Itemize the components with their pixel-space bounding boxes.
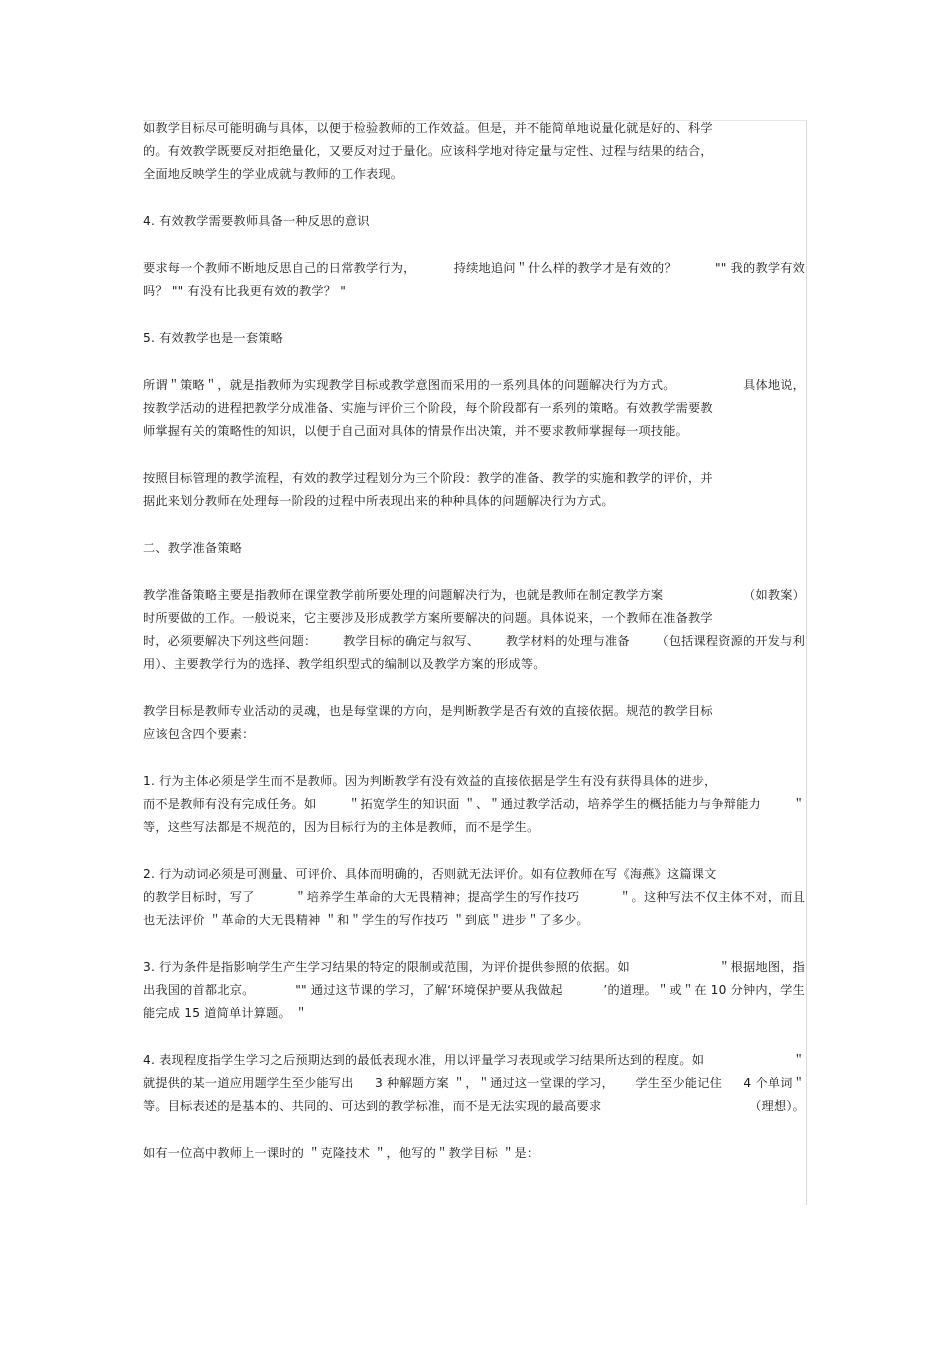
text-line <box>143 956 805 979</box>
text-line: 吗？ "" 有没有比我更有效的教学？ " <box>143 284 347 298</box>
text-segment: ＂ <box>792 1053 805 1067</box>
text-line: 5. 有效教学也是一套策略 <box>143 331 283 345</box>
text-segment: 等。目标表述的是基本的、共同的、可达到的教学标准，而不是无法实现的最高要求 <box>143 1099 602 1113</box>
text-line <box>143 257 805 280</box>
text-line <box>143 1095 805 1118</box>
paragraph-spacer <box>143 1165 805 1189</box>
text-segment: 的教学目标时，写了 <box>143 890 255 904</box>
text-segment: ＂。这种写法不仅主体不对，而且 <box>619 890 805 904</box>
paragraph <box>143 327 805 350</box>
paragraph-spacer <box>143 932 805 956</box>
paragraph-spacer <box>143 443 805 467</box>
text-segment: 而不是教师有没有完成任务。如 <box>143 797 317 811</box>
text-line <box>143 584 805 607</box>
text-segment: 教学准备策略主要是指教师在课堂教学前所要处理的问题解决行为，也就是教师在制定教学方案 <box>143 588 664 602</box>
text-segment: 就提供的某一道应用题学生至少能写出 <box>143 1076 354 1090</box>
paragraph <box>143 374 805 443</box>
text-segment: ＂拓宽学生的知识面 ＂、＂通过教学活动，培养学生的概括能力与争辩能力 <box>348 797 761 811</box>
text-segment: 4 个单词＂ <box>743 1076 805 1090</box>
text-line: 1. 行为主体必须是学生而不是教师。因为判断教学有没有效益的直接依据是学生有没有获得具体的进步， <box>143 774 717 788</box>
paragraph-spacer <box>143 303 805 327</box>
text-segment: （理想）。 <box>749 1099 805 1113</box>
text-line: 4. 有效教学需要教师具备一种反思的意识 <box>143 214 370 228</box>
text-line <box>143 374 805 397</box>
paragraph <box>143 1142 805 1165</box>
paragraph <box>143 956 805 1025</box>
text-line <box>143 793 805 816</box>
paragraph-spacer <box>143 676 805 700</box>
paragraph-spacer <box>143 746 805 770</box>
text-segment: 持续地追问＂什么样的教学才是有效的？ <box>453 261 677 275</box>
text-segment: ＂ <box>792 797 805 811</box>
text-line <box>143 1049 805 1072</box>
text-line: 按照目标管理的教学流程，有效的教学过程划分为三个阶段：教学的准备、教学的实施和教学的评价，并 <box>143 471 713 485</box>
text-line: 如有一位高中教师上一课时的 ＂克隆技术 ＂，他写的＂教学目标 ＂是： <box>143 1146 540 1160</box>
text-segment: 3 种解题方案 ＂，＂通过这一堂课的学习， <box>374 1076 615 1090</box>
text-segment: 4. 表现程度指学生学习之后预期达到的最低表现水准，用以评量学习表现或学习结果所达到的程度。如 <box>143 1053 705 1067</box>
text-line: 师掌握有关的策略性的知识，以便于自己面对具体的情景作出决策，并不要求教师掌握每一项技能。 <box>143 424 689 438</box>
paragraph-spacer <box>143 186 805 210</box>
text-segment: 教学目标的确定与叙写、 <box>343 634 480 648</box>
paragraph <box>143 1049 805 1118</box>
text-segment: 具体地说， <box>743 378 805 392</box>
text-segment: （包括课程资源的开发与利 <box>656 634 805 648</box>
text-line: 的。有效教学既要反对拒绝量化，又要反对过于量化。应该科学地对待定量与定性、过程与结果的结合， <box>143 144 713 158</box>
text-segment: 时，必须要解决下列这些问题： <box>143 634 317 648</box>
paragraph-spacer <box>143 560 805 584</box>
text-line: 据此来划分教师在处理每一阶段的过程中所表现出来的种种具体的问题解决行为方式。 <box>143 494 614 508</box>
document-body <box>143 117 805 1189</box>
text-line: 按教学活动的进程把教学分成准备、实施与评价三个阶段，每个阶段都有一系列的策略。有效教学需要教 <box>143 401 713 415</box>
text-segment: 学生至少能记住 <box>635 1076 723 1090</box>
text-segment: 3. 行为条件是指影响学生产生学习结果的特定的限制或范围，为评价提供参照的依据。如 <box>143 960 630 974</box>
text-line: 2. 行为动词必须是可测量、可评价、具体而明确的，否则就无法评价。如有位教师在写《海燕》这篇课文 <box>143 867 717 881</box>
paragraph <box>143 537 805 560</box>
paragraph <box>143 117 805 186</box>
text-line: 如教学目标尽可能明确与具体，以便于检验教师的工作效益。但是，并不能简单地说量化就是好的、科学 <box>143 121 713 135</box>
paragraph-spacer <box>143 233 805 257</box>
paragraph <box>143 770 805 839</box>
text-segment: 出我国的首都北京。 <box>143 983 255 997</box>
text-segment: 要求每一个教师不断地反思自己的日常教学行为， <box>143 261 416 275</box>
text-segment: "" 通过这节课的学习，了解‘环境保护要从我做起 <box>295 983 563 997</box>
text-segment: （如教案） <box>743 588 805 602</box>
text-line: 全面地反映学生的学业成就与教师的工作表现。 <box>143 167 404 181</box>
text-line: 也无法评价 ＂革命的大无畏精神 ＂和＂学生的写作技巧 ＂到底＂进步＂了多少。 <box>143 913 589 927</box>
text-segment: ’的道理。＂或＂在 10 分钟内，学生 <box>603 983 805 997</box>
paragraph-spacer <box>143 839 805 863</box>
text-segment: 教学材料的处理与准备 <box>505 634 630 648</box>
text-line: 教学目标是教师专业活动的灵魂，也是每堂课的方向，是判断教学是否有效的直接依据。规范的教学目标 <box>143 704 713 718</box>
text-segment: 所谓＂策略＂，就是指教师为实现教学目标或教学意图而采用的一系列具体的问题解决行为方式。 <box>143 378 676 392</box>
text-line <box>143 1072 805 1095</box>
text-segment: "" 我的教学有效 <box>714 261 805 275</box>
text-line: 用）、主要教学行为的选择、教学组织型式的编制以及教学方案的形成等。 <box>143 657 546 671</box>
text-line: 应该包含四个要素： <box>143 727 255 741</box>
text-line <box>143 886 805 909</box>
paragraph-spacer <box>143 513 805 537</box>
paragraph <box>143 210 805 233</box>
text-line: 等，这些写法都是不规范的，因为目标行为的主体是教师，而不是学生。 <box>143 820 540 834</box>
paragraph <box>143 700 805 746</box>
text-line <box>143 630 805 653</box>
text-line: 时所要做的工作。一般说来，它主要涉及形成教学方案所要解决的问题。具体说来，一个教师在准备教学 <box>143 611 713 625</box>
text-segment: ＂培养学生革命的大无畏精神；提高学生的写作技巧 <box>294 890 580 904</box>
paragraph-spacer <box>143 1118 805 1142</box>
paragraph <box>143 467 805 513</box>
text-line: 二、教学准备策略 <box>143 541 243 555</box>
text-segment: ＂根据地图，指 <box>718 960 805 974</box>
paragraph-spacer <box>143 1025 805 1049</box>
paragraph <box>143 257 805 303</box>
paragraph-spacer <box>143 350 805 374</box>
text-line: 能完成 15 道简单计算题。 ＂ <box>143 1006 308 1020</box>
paragraph <box>143 863 805 932</box>
paragraph <box>143 584 805 676</box>
text-line <box>143 979 805 1002</box>
